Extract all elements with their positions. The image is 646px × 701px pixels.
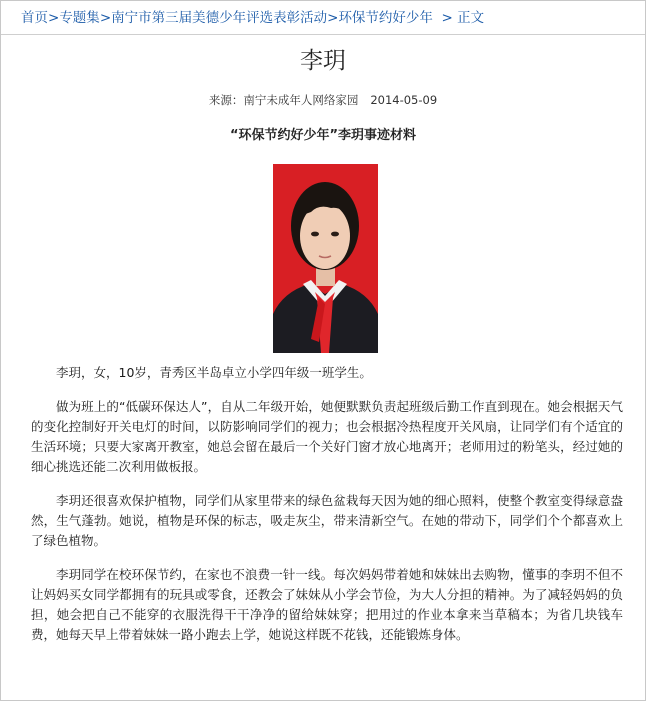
breadcrumb-topics-link[interactable]: 专题集 xyxy=(59,10,100,26)
breadcrumb-current: 正文 xyxy=(457,10,485,26)
article-paragraph: 李玥同学在校环保节约，在家也不浪费一针一线。每次妈妈带着她和妹妹出去购物，懂事的李玥不但不让妈妈买女同学都拥有的玩具或零食，还教会了妹妹从小学会节俭，为大人分担的精神。为了减轻妈妈的负担，她会把自己不能穿的衣服洗得干干净净的留给妹妹穿；把用过的作业本拿来当草稿本；为省几块钱车费，她每天早上带着妹妹一路小跑去上学，她说这样既不花钱，还能锻炼身体。 xyxy=(31,567,623,642)
article-subheading: “环保节约好少年”李玥事迹材料 xyxy=(229,128,417,143)
article-source: 来源：南宁未成年人网络家园 xyxy=(208,93,359,107)
article-body xyxy=(31,363,623,659)
breadcrumb-category-link[interactable]: 环保节约好少年 xyxy=(338,10,433,26)
breadcrumb xyxy=(1,1,645,35)
article-paragraph: 李玥，女，10岁，青秀区半岛卓立小学四年级一班学生。 xyxy=(56,365,372,380)
article-paragraph: 做为班上的“低碳环保达人”，自从二年级开始，她便默默负责起班级后勤工作直到现在。她会根据天气的变化控制好开关电灯的时间，以防影响同学们的视力；也会根据冷热程度开关风扇，让同学们有个适宜的生活环境；只要大家离开教室，她总会留在最后一个关好门窗才放心地离开；老师用过的粉笔头，经过她的细心挑选还能二次利用做板报。 xyxy=(31,399,623,474)
breadcrumb-event-link[interactable]: 南宁市第三届美德少年评选表彰活动 xyxy=(111,10,328,26)
breadcrumb-separator: > xyxy=(99,10,112,26)
article-meta xyxy=(1,92,645,108)
breadcrumb-home-link[interactable]: 首页 xyxy=(21,10,48,26)
breadcrumb-separator: > xyxy=(441,10,453,26)
breadcrumb-separator: > xyxy=(48,10,60,26)
article-paragraph: 李玥还很喜欢保护植物，同学们从家里带来的绿色盆栽每天因为她的细心照料，使整个教室变得绿意盎然，生气蓬勃。她说，植物是环保的标志，吸走灰尘，带来清新空气。在她的带动下，同学们个个都喜欢上了绿色植物。 xyxy=(31,493,623,548)
article-date: 2014-05-09 xyxy=(370,93,438,107)
breadcrumb-separator: > xyxy=(327,10,339,26)
portrait-photo-icon xyxy=(273,164,378,353)
article-title: 李玥 xyxy=(300,48,346,74)
